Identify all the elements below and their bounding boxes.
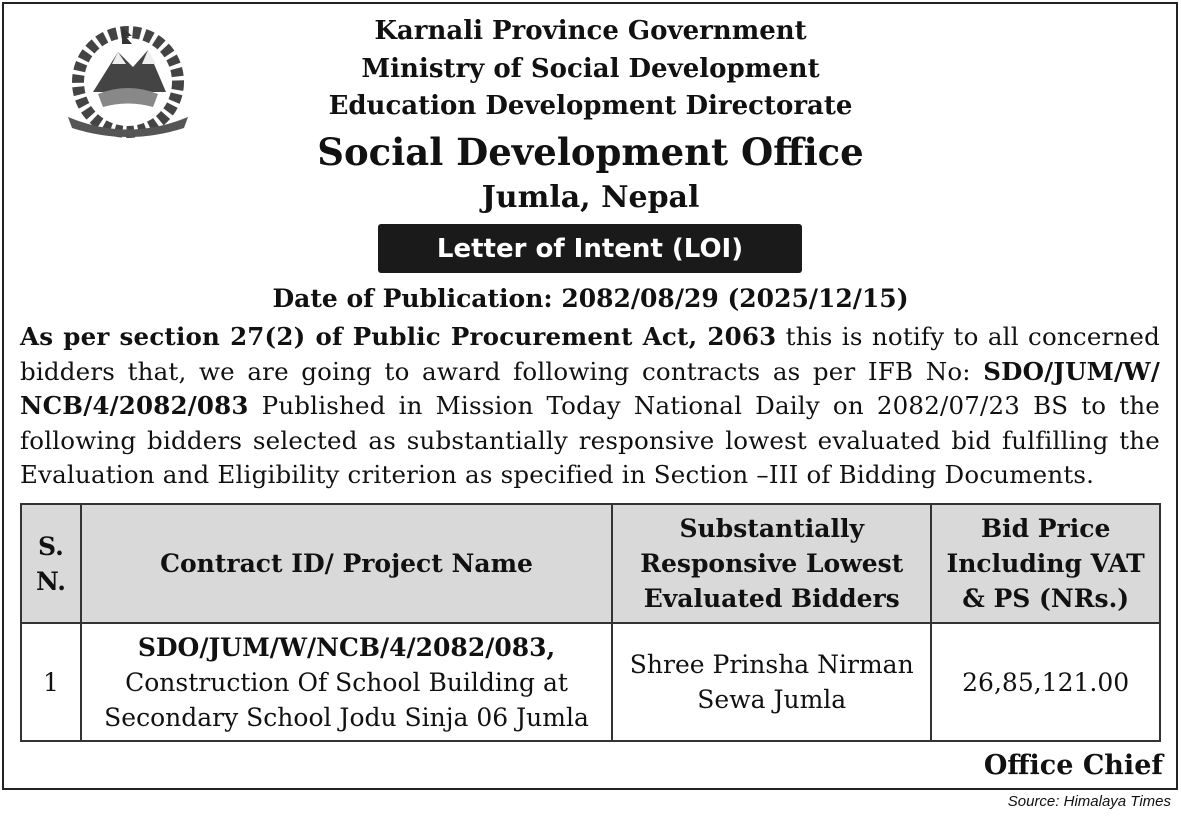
contract-id: SDO/JUM/W/NCB/4/2082/083, bbox=[137, 632, 556, 662]
header-location: Jumla, Nepal bbox=[481, 180, 700, 215]
contracts-table bbox=[20, 503, 1161, 742]
source-credit: Source: Himalaya Times bbox=[1007, 793, 1171, 810]
header-government: Karnali Province Government bbox=[374, 16, 807, 46]
publication-date: Date of Publication: 2082/08/29 (2025/12/15) bbox=[272, 284, 909, 313]
cell-price: 26,85,121.00 bbox=[931, 623, 1160, 741]
notice-body bbox=[20, 320, 1160, 493]
body-text: Published in Mission Today National Daily on 2082/07/23 BS to the following bidders selected as substantially responsive lowest evaluated bid fulfilling the Evaluation and Eligibility criterion as specified in Section –III of Bidding Documents. bbox=[20, 391, 1160, 489]
table-header-row bbox=[21, 504, 1160, 623]
cell-sn: 1 bbox=[21, 623, 81, 741]
ifb-number: SDO/JUM/W/ NCB/4/2082/083 bbox=[20, 356, 1160, 420]
cell-bidder: Shree Prinsha Nirman Sewa Jumla bbox=[612, 623, 931, 741]
body-text: this is notify to all concerned bidders that, we are going to award following contracts as per IFB No: bbox=[20, 322, 1160, 386]
header-bidder: Substantially Responsive Lowest Evaluated Bidders bbox=[612, 504, 931, 623]
act-reference: As per section 27(2) of Public Procurement Act, 2063 bbox=[20, 322, 777, 351]
document-title-badge: Letter of Intent (LOI) bbox=[378, 224, 802, 273]
project-name: Construction Of School Building at Secondary School Jodu Sinja 06 Jumla bbox=[104, 667, 589, 732]
table-row bbox=[21, 623, 1160, 741]
cell-contract bbox=[81, 623, 612, 741]
signatory: Office Chief bbox=[983, 750, 1163, 781]
header-contract: Contract ID/ Project Name bbox=[81, 504, 612, 623]
header-sn: S. N. bbox=[21, 504, 81, 623]
header-price: Bid Price Including VAT & PS (NRs.) bbox=[931, 504, 1160, 623]
header-office: Social Development Office bbox=[317, 130, 864, 174]
header-ministry: Ministry of Social Development bbox=[361, 54, 820, 84]
header-directorate: Education Development Directorate bbox=[328, 91, 853, 121]
